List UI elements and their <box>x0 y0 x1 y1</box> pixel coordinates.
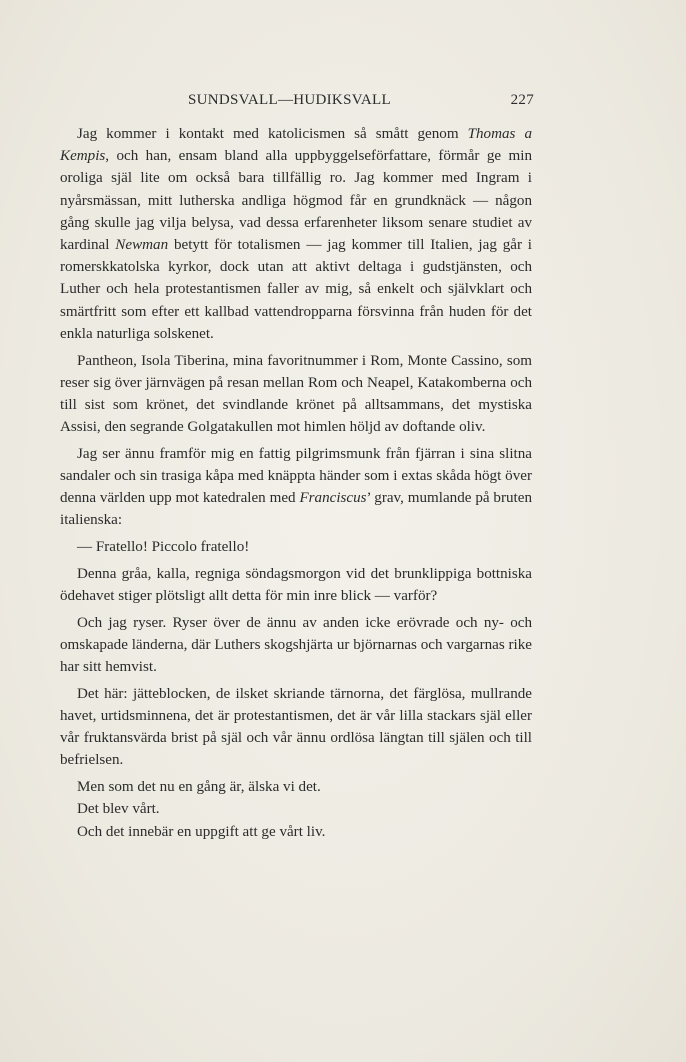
paragraph-3-text-b: ’ grav, mumlande på bruten italienska: <box>60 490 532 529</box>
paragraph-3 <box>60 443 532 532</box>
paragraph-2: Pantheon, Isola Tiberina, mina favoritnummer i Rom, Monte Cassino, som reser sig över järnvägen på resan mellan Rom och Neapel, Katakomberna och till sist som krönet, det svindlande krönet på alltsammans, det mystiska Assisi, den segrande Golgatakullen mot himlen höljd av doftande oliv. <box>60 352 532 436</box>
paragraph-1-italic-newman: Newman <box>115 237 169 254</box>
paragraph-4-dialogue: — Fratello! Piccolo fratello! <box>77 539 250 556</box>
paragraph-1-text-c: betytt för totalismen — jag kommer till Italien, jag går i romerskkatolska kyrkor, dock utan att aktivt deltaga i gudstjänsten, och Luther och hela protestantismen faller av mig, så enkelt och självklart och smärtfritt som efter ett kallbad vattendropparna försvinna från huden för det enkla naturliga solskenet. <box>60 237 532 342</box>
paragraph-7: Det här: jätteblocken, de ilsket skriande tärnorna, det färglösa, mullrande havet, urtidsminnena, det är protestantismen, det är vår lilla stackars själ eller vår fruktansvärda brist på själ och vår ännu ordlösa längtan till själen och till befrielsen. <box>60 685 532 769</box>
paragraph-1-text-a: Jag kommer i kontakt med katolicismen så smått genom <box>77 126 468 142</box>
running-title: SUNDSVALL—HUDIKSVALL <box>188 92 391 108</box>
running-head <box>60 92 534 114</box>
paragraph-10: Och det innebär en uppgift att ge vårt liv. <box>77 823 326 840</box>
paragraph-1-italic-thomas: Thomas a Kempis <box>60 126 532 165</box>
paragraph-6: Och jag ryser. Ryser över de ännu av anden icke erövrade och ny- och omskapade länderna, där Luthers skogshjärta ur björnarnas och vargarnas rike har sitt hemvist. <box>60 614 532 676</box>
paragraph-3-text-a: Jag ser ännu framför mig en fattig pilgrimsmunk från fjärran i sina slitna sandaler och sin trasiga kåpa med knäppta händer som i extas skåda högt över denna världen upp mot katedralen med <box>60 445 532 507</box>
paragraph-9: Det blev vårt. <box>77 801 160 818</box>
paragraph-1-text-b: , och han, ensam bland alla uppbyggelseförfattare, förmår ge min oroliga själ lite om också bara tillfällig ro. Jag kommer med Ingram i nyårsmässan, mitt lutherska andliga högmod får en grundknäck — någon gång skulle jag vilja belysa, vad dessa erfarenheter liksom senare studiet av kardinal <box>60 148 532 254</box>
paragraph-3-italic-franciscus: Franciscus <box>299 490 367 507</box>
paragraph-8: Men som det nu en gång är, älska vi det. <box>77 779 321 796</box>
paragraph-5: Denna gråa, kalla, regniga söndagsmorgon vid det brunklippiga bottniska ödehavet stiger plötsligt allt detta för min inre blick — varför? <box>60 565 532 605</box>
paragraph-1 <box>60 123 532 345</box>
page-number: 227 <box>510 92 534 108</box>
body-text <box>60 123 532 843</box>
